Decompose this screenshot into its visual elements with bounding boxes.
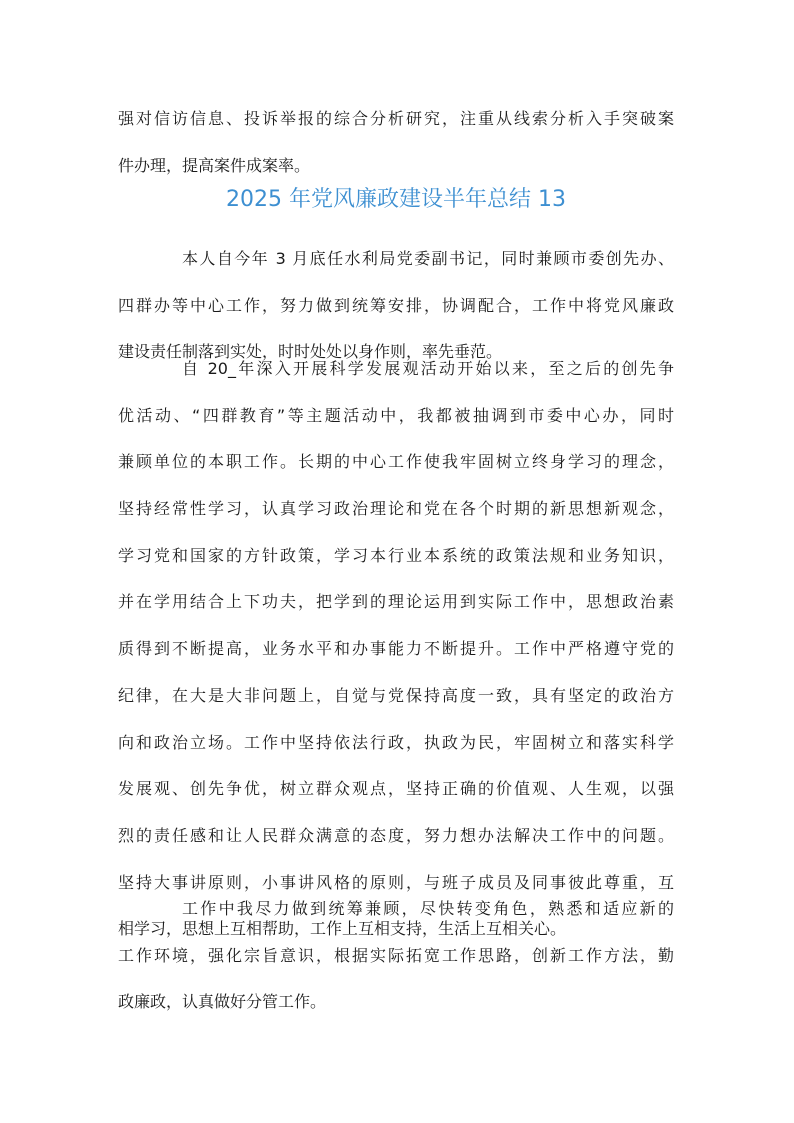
paragraph-line: 优活动、“四群教育”等主题活动中，我都被抽调到市委中心办，同时 — [118, 405, 674, 425]
continuation-paragraph — [118, 96, 674, 189]
paragraph-2 — [118, 346, 674, 953]
paragraph-line: 工作中我尽力做到统筹兼顾，尽快转变角色，熟悉和适应新的 — [182, 899, 674, 918]
paragraph-line: 自 20_年深入开展科学发展观活动开始以来，至之后的创先争 — [182, 359, 674, 378]
section-title: 2025 年党风廉政建设半年总结 13 — [226, 187, 566, 212]
paragraph-line: 学习党和国家的方针政策，学习本行业本系统的政策法规和业务知识， — [118, 545, 674, 565]
paragraph-line: 并在学用结合上下功夫，把学到的理论运用到实际工作中，思想政治素 — [118, 592, 674, 612]
paragraph-line: 纪律，在大是大非问题上，自觉与党保持高度一致，具有坚定的政治方 — [118, 685, 674, 705]
paragraph-line: 发展观、创先争优，树立群众观点，坚持正确的价值观、人生观，以强 — [118, 779, 674, 799]
paragraph-line: 坚持大事讲原则，小事讲风格的原则，与班子成员及同事彼此尊重，互 — [118, 872, 674, 892]
paragraph-line: 本人自今年 3 月底任水利局党委副书记，同时兼顾市委创先办、 — [182, 249, 674, 268]
paragraph-line: 兼顾单位的本职工作。长期的中心工作使我牢固树立终身学习的理念， — [118, 452, 674, 472]
paragraph-line: 坚持经常性学习，认真学习政治理论和党在各个时期的新思想新观念， — [118, 499, 674, 519]
paragraph-line: 质得到不断提高，业务水平和办事能力不断提升。工作中严格遵守党的 — [118, 639, 674, 659]
paragraph-line: 相学习，思想上互相帮助，工作上互相支持，生活上互相关心。 — [118, 919, 567, 939]
paragraph-3 — [118, 886, 674, 1026]
paragraph-line: 件办理，提高案件成案率。 — [118, 155, 311, 175]
paragraph-line: 政廉政，认真做好分管工作。 — [118, 992, 327, 1012]
paragraph-line: 建设责任制落到实处，时时处处以身作则，率先垂范。 — [118, 342, 503, 362]
paragraph-line: 四群办等中心工作，努力做到统筹安排，协调配合，工作中将党风廉政 — [118, 295, 674, 315]
paragraph-line: 工作环境，强化宗旨意识，根据实际拓宽工作思路，创新工作方法，勤 — [118, 945, 674, 965]
paragraph-line: 烈的责任感和让人民群众满意的态度，努力想办法解决工作中的问题。 — [118, 825, 674, 845]
paragraph-line: 向和政治立场。工作中坚持依法行政，执政为民，牢固树立和落实科学 — [118, 732, 674, 752]
paragraph-line: 强对信访信息、投诉举报的综合分析研究，注重从线索分析入手突破案 — [118, 109, 674, 128]
